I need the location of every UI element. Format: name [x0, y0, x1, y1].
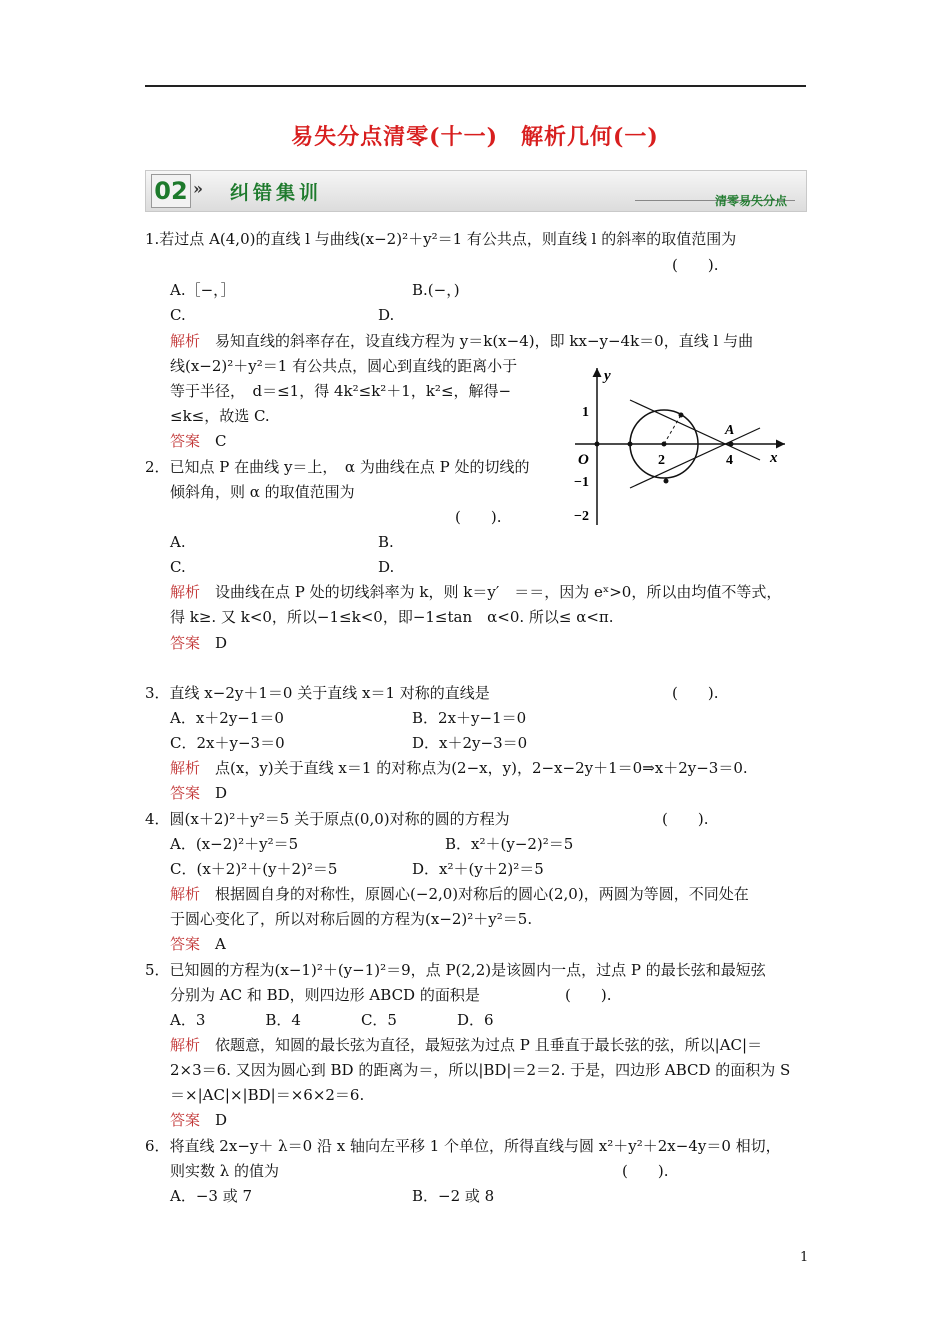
text-line: D. [378, 306, 395, 324]
text-line: ( ). [455, 508, 502, 526]
text-line: 3．直线 x−2y＋1＝0 关于直线 x＝1 对称的直线是 [145, 684, 490, 702]
text-line: A．3 B．4 C．5 D．6 [170, 1011, 494, 1029]
point-A-label: A [725, 423, 735, 438]
text-line: C．(x＋2)²＋(y＋2)²＝5 [170, 860, 338, 878]
solution-tag: 解析 [170, 332, 201, 350]
point-tangent-bottom [664, 479, 669, 484]
text-line: B．−2 或 8 [412, 1187, 495, 1205]
solution-tag: 解析 [170, 583, 201, 601]
text-line: 6．将直线 2x−y＋ λ＝0 沿 x 轴向左平移 1 个单位，所得直线与圆 x²＋y²＋2x−4y＝0 相切， [145, 1137, 781, 1155]
text-line: 4．圆(x＋2)²＋y²＝5 关于原点(0,0)对称的圆的方程为 [145, 810, 510, 828]
line-text: A [200, 935, 226, 953]
line-text: 易知直线的斜率存在，设直线方程为 y＝k(x−4)，即 kx−y−4k＝0，直线 l 与曲 [200, 332, 754, 350]
solution-line [170, 1035, 762, 1055]
point-A [729, 442, 734, 447]
x-tick-4: 4 [726, 453, 733, 468]
text-line: A.［−，］ [170, 281, 236, 299]
point-left [628, 442, 633, 447]
text-line: ＝×|AC|×|BD|＝×6×2＝6. [170, 1086, 365, 1104]
text-line: D．x²＋(y＋2)²＝5 [412, 860, 544, 878]
text-line: B. [378, 533, 394, 551]
section-subtitle: 清零易失分点 [714, 194, 787, 208]
text-line: ( ). [672, 256, 719, 274]
page-title: 易失分点清零(十一) 解析几何(一) [291, 124, 659, 150]
page-number: 1 [800, 1250, 809, 1265]
text-line: 1.若过点 A(4,0)的直线 l 与曲线(x−2)²＋y²＝1 有公共点，则直线 l 的斜率的取值范围为 [145, 230, 737, 248]
double-arrow-icon: » [193, 179, 203, 198]
text-line: ( ). [565, 986, 612, 1004]
answer-line [170, 783, 227, 803]
text-line: 于圆心变化了，所以对称后圆的方程为(x−2)²＋y²＝5. [170, 910, 533, 928]
text-line: 2×3＝6. 又因为圆心到 BD 的距离为＝，所以|BD|＝2＝2. 于是，四边形 ABCD 的面积为 S [170, 1061, 791, 1079]
text-line: 得 k≥. 又 k<0，所以−1≤k<0，即−1≤tan α<0. 所以≤ α<π. [170, 608, 614, 626]
y-tick-1: 1 [582, 405, 589, 420]
answer-tag: 答案 [170, 1111, 201, 1129]
answer-line [170, 934, 226, 954]
text-line: B.(−，) [412, 281, 460, 299]
text-line: C. [170, 558, 186, 576]
text-line: B．2x＋y−1＝0 [412, 709, 527, 727]
text-line: A．−3 或 7 [170, 1187, 253, 1205]
text-line: A. [170, 533, 186, 551]
solution-line [170, 582, 781, 602]
y-tick-minus2: −2 [574, 509, 589, 524]
text-line: A．(x−2)²＋y²＝5 [170, 835, 299, 853]
geometry-figure [570, 360, 790, 530]
line-text: 设曲线在点 P 处的切线斜率为 k，则 k＝y′ ＝＝，因为 eˣ>0，所以由均值不等式， [200, 583, 782, 601]
solution-line [170, 884, 749, 904]
text-line: 分别为 AC 和 BD，则四边形 ABCD 的面积是 [170, 986, 480, 1004]
solution-tag: 解析 [170, 1036, 201, 1054]
answer-line [170, 431, 227, 451]
text-line: ( ). [662, 810, 709, 828]
text-line: A．x＋2y−1＝0 [170, 709, 284, 727]
text-line: 倾斜角，则 α 的取值范围为 [170, 483, 355, 501]
answer-line [170, 1110, 227, 1130]
point-origin [595, 442, 600, 447]
solution-line [170, 758, 748, 778]
top-rule [145, 85, 806, 87]
section-number: 02 [151, 174, 191, 208]
line-text: D [200, 784, 228, 802]
section-banner [145, 170, 805, 214]
text-line: ≤k≤，故选 C. [170, 407, 270, 425]
line-text: 依题意，知圆的最长弦为直径，最短弦为过点 P 且垂直于最长弦的弦，所以|AC|＝ [200, 1036, 763, 1054]
line-text: D [200, 634, 228, 652]
text-line: 2．已知点 P 在曲线 y＝上， α 为曲线在点 P 处的切线的 [145, 458, 530, 476]
line-text: 点(x，y)关于直线 x＝1 的对称点为(2−x，y)，2−x−2y＋1＝0⇒x＋2y−3＝0. [200, 759, 748, 777]
x-tick-2: 2 [658, 453, 665, 468]
text-line: C．2x＋y−3＝0 [170, 734, 285, 752]
answer-tag: 答案 [170, 784, 201, 802]
solution-tag: 解析 [170, 759, 201, 777]
text-line: 5．已知圆的方程为(x−1)²＋(y−1)²＝9，点 P(2,2)是该圆内一点，过点 P 的最长弦和最短弦 [145, 961, 766, 979]
y-axis-label: y [604, 368, 611, 384]
text-line: ( ). [622, 1162, 669, 1180]
answer-tag: 答案 [170, 935, 201, 953]
solution-line [170, 331, 753, 351]
point-tangent-top [679, 413, 684, 418]
text-line: B．x²＋(y−2)²＝5 [445, 835, 574, 853]
y-tick-minus1: −1 [574, 475, 589, 490]
point-center [662, 442, 667, 447]
text-line: 线(x−2)²＋y²＝1 有公共点，圆心到直线的距离小于 [170, 357, 518, 375]
text-line: ( ). [672, 684, 719, 702]
text-line: 则实数 λ 的值为 [170, 1162, 280, 1180]
x-axis-label: x [770, 450, 778, 466]
answer-tag: 答案 [170, 432, 201, 450]
line-text: 根据圆自身的对称性，原圆心(−2,0)对称后的圆心(2,0)，两圆为等圆，不同处在 [200, 885, 749, 903]
text-line: C. [170, 306, 186, 324]
answer-tag: 答案 [170, 634, 201, 652]
tangent-line-lower [630, 428, 760, 488]
section-label: 纠错集训 [230, 182, 323, 204]
text-line: D. [378, 558, 395, 576]
line-text: D [200, 1111, 228, 1129]
text-line: 等于半径， d＝≤1，得 4k²≤k²＋1，k²≤，解得− [170, 382, 512, 400]
text-line: D．x＋2y−3＝0 [412, 734, 528, 752]
answer-line [170, 633, 227, 653]
line-text: C [200, 432, 227, 450]
origin-label: O [578, 452, 589, 468]
solution-tag: 解析 [170, 885, 201, 903]
tangent-line-upper [630, 400, 760, 460]
